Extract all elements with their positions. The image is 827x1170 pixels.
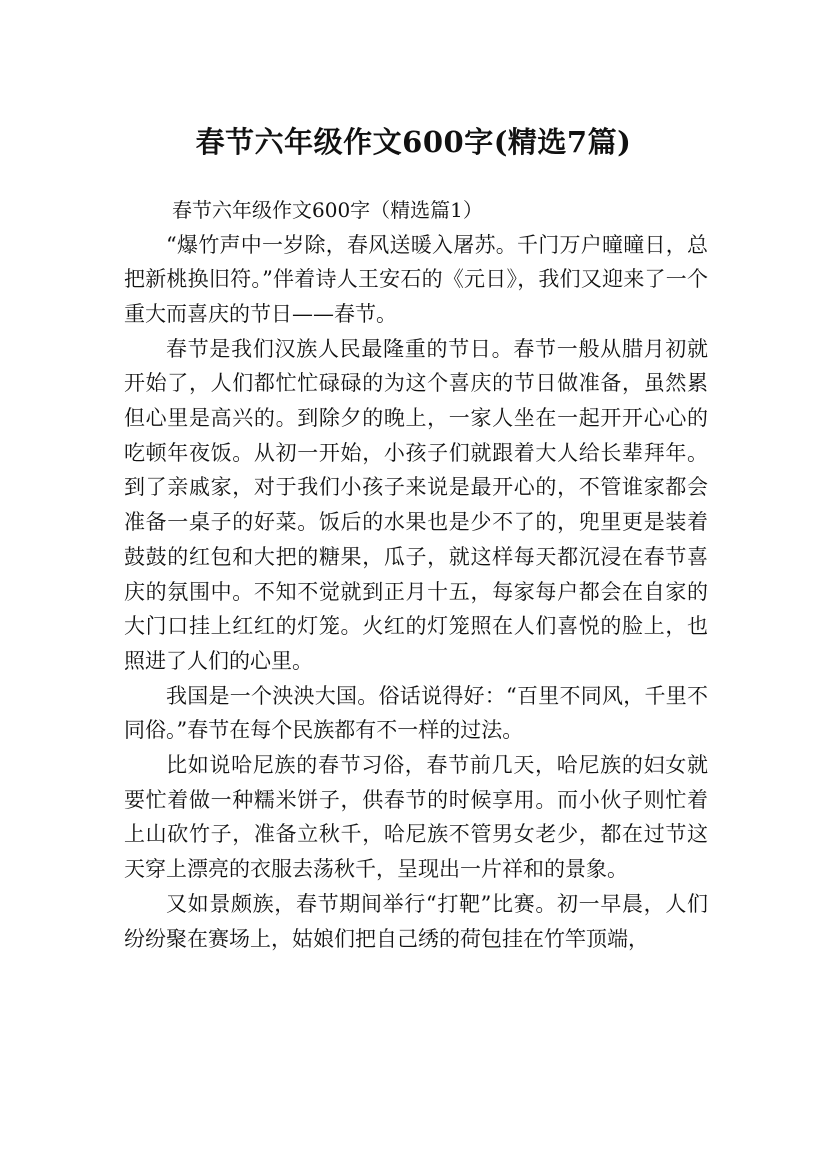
paragraph-5: 又如景颇族，春节期间举行“打靶”比赛。初一早晨，人们纷纷聚在赛场上，姑娘们把自己绣的荷包挂在竹竿顶端， [124,891,708,951]
paragraph-1: “爆竹声中一岁除，春风送暖入屠苏。千门万户曈曈日，总把新桃换旧符。”伴着诗人王安石的《元日》，我们又迎来了一个重大而喜庆的节日——春节。 [124,232,708,326]
paragraph-3: 我国是一个泱泱大国。俗话说得好：“百里不同风，千里不同俗。”春节在每个民族都有不一样的过法。 [124,683,708,743]
essay-subheading: 春节六年级作文600字（精选篇1） [172,198,483,222]
paragraph-4: 比如说哈尼族的春节习俗，春节前几天，哈尼族的妇女就要忙着做一种糯米饼子，供春节的时候享用。而小伙子则忙着上山砍竹子，准备立秋千，哈尼族不管男女老少，都在过节这天穿上漂亮的衣服去荡秋千，呈现出一片祥和的景象。 [124,753,708,882]
document-title: 春节六年级作文600字(精选7篇) [195,125,632,160]
essay-body [124,193,708,956]
paragraph-2: 春节是我们汉族人民最隆重的节日。春节一般从腊月初就开始了，人们都忙忙碌碌的为这个喜庆的节日做准备，虽然累但心里是高兴的。到除夕的晚上，一家人坐在一起开开心心的吃顿年夜饭。从初一开始，小孩子们就跟着大人给长辈拜年。到了亲戚家，对于我们小孩子来说是最开心的，不管谁家都会准备一桌子的好菜。饭后的水果也是少不了的，兜里更是装着鼓鼓的红包和大把的糖果，瓜子，就这样每天都沉浸在春节喜庆的氛围中。不知不觉就到正月十五，每家每户都会在自家的大门口挂上红红的灯笼。火红的灯笼照在人们喜悦的脸上，也照进了人们的心里。 [124,336,708,673]
